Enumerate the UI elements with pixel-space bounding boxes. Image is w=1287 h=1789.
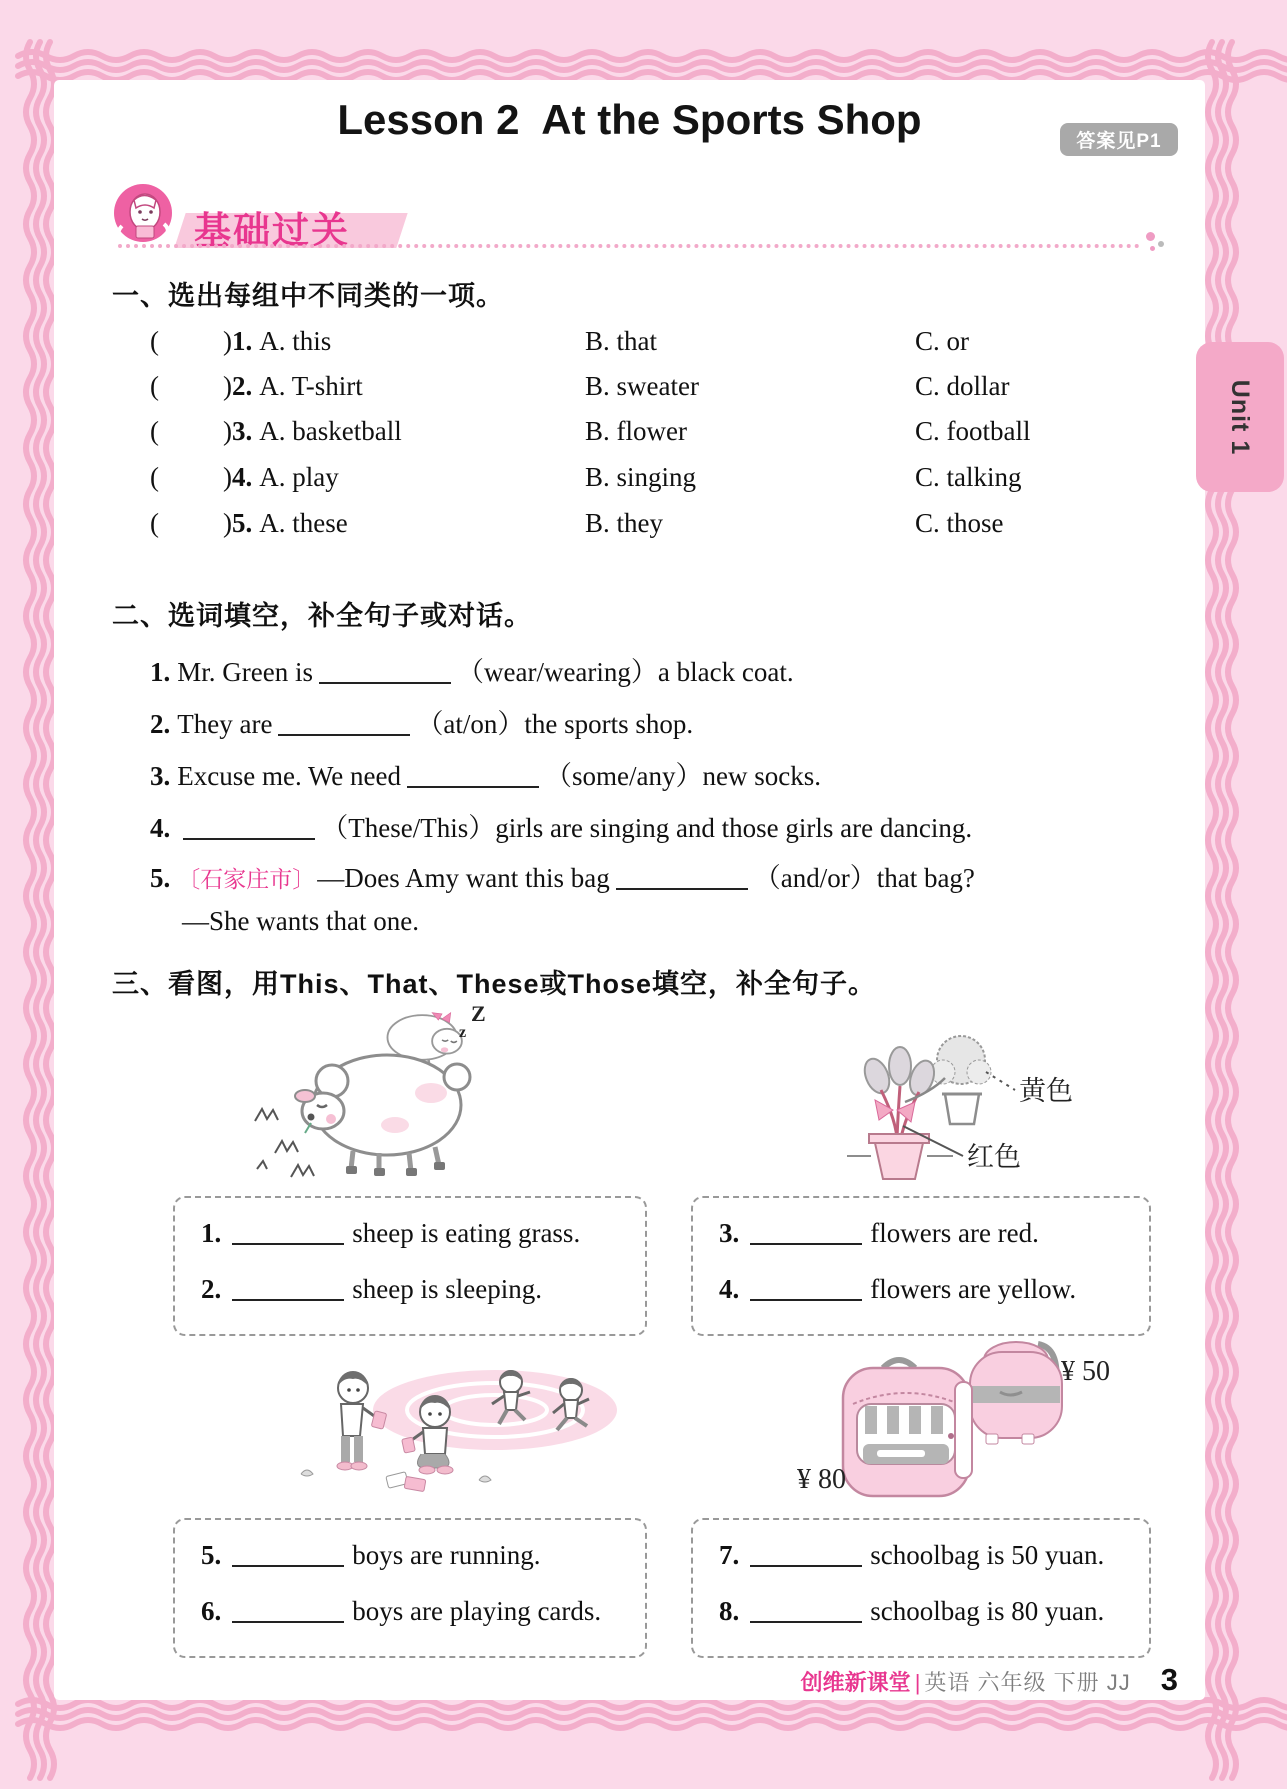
page-footer [0, 1662, 1178, 1698]
lesson-title: Lesson 2 At the Sports Shop [337, 96, 922, 143]
sentence-text: boys are playing cards. [352, 1596, 602, 1626]
dialog-reply: —She wants that one. [182, 906, 419, 936]
footer-brand: 创维新课堂 [800, 1670, 911, 1695]
answer-paren: ) [223, 326, 232, 356]
price-back-label: ¥ 50 [1061, 1356, 1110, 1387]
sleep-z-small: z [459, 1024, 467, 1041]
item-number: 8. [719, 1596, 740, 1626]
item-number: 1. [150, 657, 171, 687]
dot-decoration [1150, 246, 1155, 251]
answer-blank [750, 1239, 862, 1245]
item-number: 6. [201, 1596, 222, 1626]
fill-blank-row [150, 856, 1160, 895]
answer-blank [616, 884, 748, 890]
option-a: A. T-shirt [259, 371, 363, 401]
section1-heading: 一、选出每组中不同类的一项。 [112, 281, 504, 311]
option-c: C. or [915, 326, 969, 356]
answer-blank [319, 678, 451, 684]
sentence-text: sheep is eating grass. [352, 1218, 581, 1248]
answer-blank [407, 782, 539, 788]
sentence-pre: Mr. Green is [177, 657, 313, 687]
sentence-text: boys are running. [352, 1540, 541, 1570]
header-dotted-rule [118, 244, 1140, 248]
sentence-text: schoolbag is 50 yuan. [870, 1540, 1105, 1570]
girl-reading-icon [112, 182, 176, 248]
answer-blank [232, 1561, 344, 1567]
sentence-box [691, 1518, 1151, 1658]
sentence-box [173, 1518, 647, 1658]
sentence-post: （These/This）girls are singing and those girls are dancing. [321, 813, 973, 843]
footer-meta: 英语 六年级 下册 JJ [924, 1670, 1131, 1695]
answer-reference-badge: 答案见P1 [1060, 123, 1178, 156]
item-number: 2. [201, 1274, 222, 1304]
item-number: 4. [719, 1274, 740, 1304]
answer-paren: ) [223, 508, 232, 538]
option-a: A. this [259, 326, 332, 356]
dot-decoration [1158, 241, 1164, 247]
option-c: C. talking [915, 462, 1022, 492]
red-label: 红色 [967, 1142, 1021, 1172]
option-b: B. singing [585, 462, 697, 492]
item-number: 4. [232, 462, 253, 492]
answer-paren: ( [150, 462, 159, 492]
yellow-label: 黄色 [1019, 1076, 1073, 1106]
answer-blank [750, 1295, 862, 1301]
option-c: C. dollar [915, 371, 1010, 401]
sentence-post: （and/or）that bag? [753, 863, 975, 893]
page-number: 3 [1160, 1662, 1178, 1697]
section2-heading: 二、选词填空，补全句子或对话。 [112, 601, 532, 631]
sentence-pre: They are [177, 709, 273, 739]
item-number: 7. [719, 1540, 740, 1570]
sentence-text: sheep is sleeping. [352, 1274, 542, 1304]
flowers-illustration [845, 998, 1080, 1188]
boys-illustration [283, 1352, 623, 1502]
answer-blank [183, 834, 315, 840]
sheep-illustration [235, 993, 505, 1181]
footer-divider: | [914, 1670, 921, 1695]
option-c: C. those [915, 508, 1004, 538]
sentence-post: （some/any）new socks. [545, 761, 821, 791]
sentence-text: flowers are yellow. [870, 1274, 1077, 1304]
item-number: 4. [150, 813, 171, 843]
item-number: 1. [201, 1218, 222, 1248]
fill-blank-row [150, 650, 1160, 689]
choice-row [150, 371, 1160, 405]
item-number: 5. [201, 1540, 222, 1570]
section3-heading: 三、看图，用This、That、These或Those填空，补全句子。 [112, 969, 877, 999]
sentence-pre: Excuse me. We need [177, 761, 401, 791]
option-b: B. sweater [585, 371, 699, 401]
answer-paren: ) [223, 371, 232, 401]
option-c: C. football [915, 416, 1031, 446]
answer-blank [232, 1617, 344, 1623]
item-number: 2. [232, 371, 253, 401]
item-number: 3. [232, 416, 253, 446]
answer-paren: ( [150, 371, 159, 401]
option-a: A. play [259, 462, 339, 492]
answer-blank [750, 1617, 862, 1623]
price-front-label: ¥ 80 [797, 1464, 846, 1495]
option-b: B. flower [585, 416, 687, 446]
answer-blank [232, 1295, 344, 1301]
section-header-label: 基础过关 [194, 210, 350, 251]
answer-paren: ( [150, 326, 159, 356]
sentence-box [691, 1196, 1151, 1336]
answer-blank [232, 1239, 344, 1245]
answer-paren: ) [223, 462, 232, 492]
unit-tab [1196, 342, 1284, 492]
item-number: 3. [150, 761, 171, 791]
sentence-pre: —Does Amy want this bag [317, 863, 610, 893]
option-a: A. these [259, 508, 348, 538]
city-tag: 〔石家庄市〕 [177, 867, 316, 892]
item-number: 3. [719, 1218, 740, 1248]
answer-paren: ( [150, 508, 159, 538]
sentence-text: flowers are red. [870, 1218, 1039, 1248]
sleep-z-big: Z [471, 1001, 486, 1026]
sentence-post: （at/on）the sports shop. [416, 709, 694, 739]
sentence-box [173, 1196, 647, 1336]
item-number: 5. [232, 508, 253, 538]
choice-row [150, 462, 1160, 496]
item-number: 2. [150, 709, 171, 739]
answer-paren: ( [150, 416, 159, 446]
fill-blank-row [150, 702, 1160, 741]
unit-tab-label: Unit 1 [1226, 379, 1255, 455]
sentence-text: schoolbag is 80 yuan. [870, 1596, 1105, 1626]
sentence-post: （wear/wearing）a black coat. [456, 657, 794, 687]
choice-row [150, 508, 1160, 542]
dot-decoration [1146, 232, 1155, 241]
fill-blank-row [150, 754, 1160, 793]
option-b: B. they [585, 508, 663, 538]
answer-blank [278, 730, 410, 736]
choice-row [150, 416, 1160, 450]
choice-row [150, 326, 1160, 360]
answer-blank [750, 1561, 862, 1567]
answer-paren: ) [223, 416, 232, 446]
fill-blank-row [150, 806, 1160, 845]
option-b: B. that [585, 326, 657, 356]
schoolbags-illustration [795, 1328, 1115, 1510]
option-a: A. basketball [259, 416, 402, 446]
item-number: 5. [150, 863, 171, 893]
item-number: 1. [232, 326, 253, 356]
